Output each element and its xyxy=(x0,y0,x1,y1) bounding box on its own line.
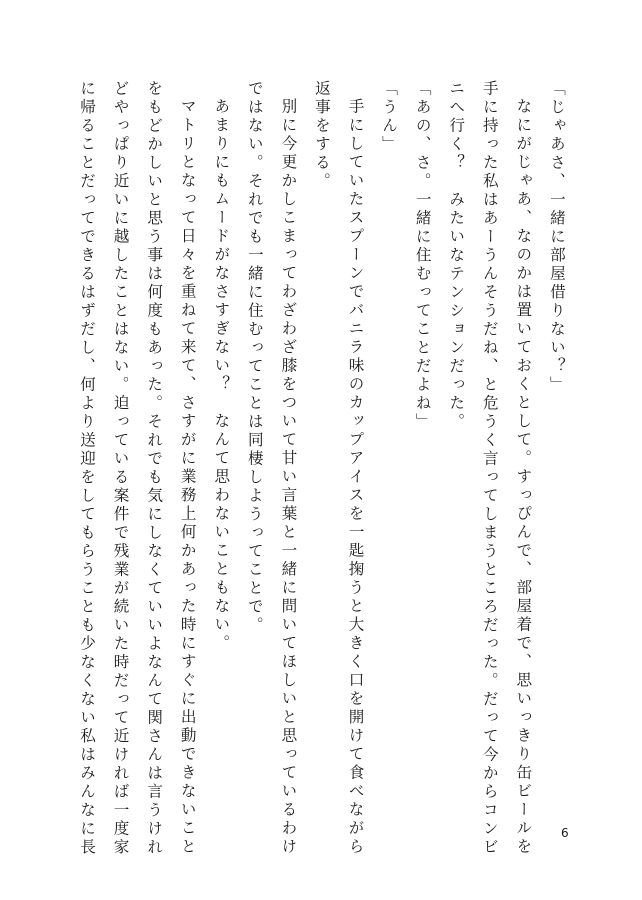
text-column: 返事をする。 xyxy=(312,80,331,191)
vertical-text-block xyxy=(74,80,566,857)
text-column: をもどかしいと思う事は何度もあった。それでも気にしなくていいよなんて関さんは言うけれ xyxy=(145,80,164,857)
text-column: に帰ることだってできるはずだし、何より送迎をしてもらうことも少なくない私はみんなに長 xyxy=(78,80,96,857)
text-column: ではない。それでも一緒に住むってことは同棲しようってことで。 xyxy=(245,80,264,635)
text-column: あまりにもムードがなさすぎない？ なんて思わないこともない。 xyxy=(212,98,231,653)
text-column: なにがじゃあ、なのかは置いておくとして。すっぴんで、部屋着で、思いっきり缶ビールを xyxy=(514,98,533,857)
page-number: 6 xyxy=(561,826,569,840)
text-column: どやっぱり近いに越したことはない。迫っている案件で残業が続いた時だって近ければ一度家 xyxy=(111,80,130,857)
text-column: 手に持った私はあーうんそうだね、と危うく言ってしまうところだった。だって今からコンビ xyxy=(480,80,499,857)
text-column: 「じゃあさ、一緒に部屋借りない？」 xyxy=(547,80,566,395)
text-column: ニへ行く？ みたいなテンションだった。 xyxy=(447,80,466,432)
text-column: マトリとなって日々を重ねて来て、さすがに業務上何かあった時にすぐに出動できないこと xyxy=(178,98,197,857)
text-column: 手にしていたスプーンでバニラ味のカップアイスを一匙掬うと大きく口を開けて食べながら xyxy=(346,98,365,857)
text-column: 「うん」 xyxy=(380,80,399,154)
text-column: 「あの、さ。一緒に住むってことだよね」 xyxy=(413,80,432,432)
text-column: 別に今更かしこまってわざわざ膝をついて甘い言葉と一緒に問いてほしいと思っているわけ xyxy=(279,98,298,857)
